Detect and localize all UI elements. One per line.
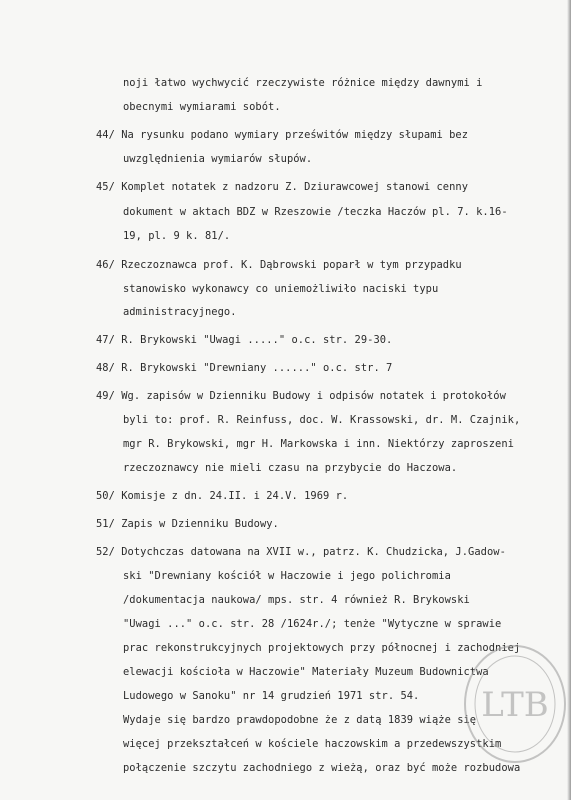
text-line: prac rekonstrukcyjnych projektowych przy północnej i zachodniej: [123, 642, 521, 654]
footnote-51: 51/ Zapis w Dzienniku Budowy.: [96, 518, 279, 530]
footnote-50: 50/ Komisje z dn. 24.II. i 24.V. 1969 r.: [96, 490, 349, 502]
text-line: więcej przekształceń w kościele haczowskim a przedewszystkim: [123, 738, 502, 750]
footnote-46: 46/ Rzeczoznawca prof. K. Dąbrowski poparł w tym przypadku: [96, 259, 462, 271]
text-line: stanowisko wykonawcy co uniemożliwiło naciski typu: [123, 283, 439, 295]
text-line: obecnymi wymiarami sobót.: [123, 101, 281, 113]
text-line: ski "Drewniany kościół w Haczowie i jego polichromia: [123, 570, 451, 582]
footnote-44: 44/ Na rysunku podano wymiary prześwitów między słupami bez: [96, 129, 469, 141]
footnote-49: 49/ Wg. zapisów w Dzienniku Budowy i odpisów notatek i protokołów: [96, 390, 506, 402]
footnote-47: 47/ R. Brykowski "Uwagi ....." o.c. str. 29-30.: [96, 334, 393, 346]
text-line: mgr R. Brykowski, mgr H. Markowska i inn. Niektórzy zaproszeni: [123, 438, 514, 450]
text-line: dokument w aktach BDZ w Rzeszowie /teczka Haczów pl. 7. k.16-: [123, 206, 508, 218]
svg-text:LTB: LTB: [481, 685, 549, 725]
footnote-48: 48/ R. Brykowski "Drewniany ......" o.c. str. 7: [96, 362, 393, 374]
text-line: Wydaje się bardzo prawdopodobne że z datą 1839 wiąże się: [123, 714, 477, 726]
footnote-52: 52/ Dotychczas datowana na XVII w., patrz. K. Chudzicka, J.Gadow-: [96, 546, 506, 558]
footnote-45: 45/ Komplet notatek z nadzoru Z. Dziurawcowej stanowi cenny: [96, 181, 469, 193]
text-line: "Uwagi ..." o.c. str. 28 /1624r./; tenże "Wytyczne w sprawie: [123, 618, 502, 630]
text-line: byli to: prof. R. Reinfuss, doc. W. Krassowski, dr. M. Czajnik,: [123, 414, 521, 426]
text-line: /dokumentacja naukowa/ mps. str. 4 również R. Brykowski: [123, 594, 470, 606]
text-line: rzeczoznawcy nie mieli czasu na przybycie do Haczowa.: [123, 462, 458, 474]
text-line: połączenie szczytu zachodniego z wieżą, oraz być może rozbudowa: [123, 762, 521, 774]
text-line: 19, pl. 9 k. 81/.: [123, 230, 231, 242]
library-stamp-icon: [462, 642, 568, 766]
text-line: administracyjnego.: [123, 306, 237, 318]
text-line: uwzględnienia wymiarów słupów.: [123, 153, 313, 165]
page-edge: [567, 0, 571, 800]
text-line: Ludowego w Sanoku" nr 14 grudzień 1971 str. 54.: [123, 690, 420, 702]
text-line: noji łatwo wychwycić rzeczywiste różnice między dawnymi i: [123, 77, 483, 89]
text-line: elewacji kościoła w Haczowie" Materiały Muzeum Budownictwa: [123, 666, 489, 678]
